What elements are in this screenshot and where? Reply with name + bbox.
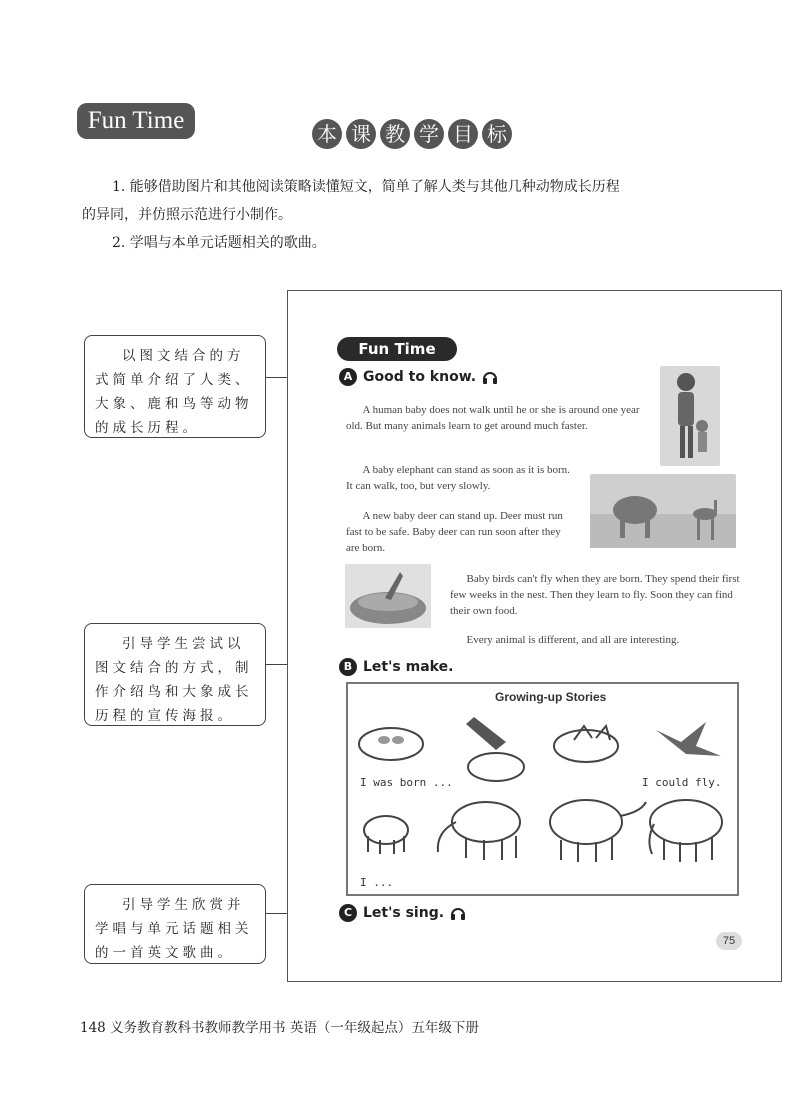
photo-child-walking: [660, 366, 720, 466]
paragraph-summary: Every animal is different, and all are interesting.: [466, 634, 680, 646]
section-title: Let's sing.: [363, 905, 445, 921]
caption-i: I ...: [360, 876, 394, 889]
section-letter: B: [339, 658, 357, 676]
photo-bird-nest: [345, 564, 431, 628]
goal-item-1-line-2: 的异同，并仿照示范进行小制作。: [82, 207, 292, 223]
goal-title-char: 目: [448, 119, 478, 149]
section-b-heading: [339, 658, 453, 676]
poster-title: Growing-up Stories: [495, 690, 607, 704]
caption-born: I was born ...: [360, 776, 453, 789]
photo-elephant-deer: [590, 474, 736, 548]
goal-title-char: 教: [380, 119, 410, 149]
poster-illustrations: [356, 712, 731, 872]
paragraph-elephant: A baby elephant can stand as soon as it is born. It can walk, too, but very slowly.: [346, 464, 570, 492]
goal-item-2: 2. 学唱与本单元话题相关的歌曲。: [112, 235, 326, 251]
paragraph-deer: A new baby deer can stand up. Deer must run fast to be safe. Baby deer can run soon after they are born.: [346, 510, 563, 554]
goal-item-1-line-1: 1. 能够借助图片和其他阅读策略读懂短文，简单了解人类与其他几种动物成长历程: [112, 179, 620, 195]
note-intro: 以图文结合的方式简单介绍了人类、大象、鹿和鸟等动物的成长历程。: [84, 335, 266, 438]
goal-title-char: 课: [346, 119, 376, 149]
nest-with-eggs: [359, 728, 423, 760]
goal-title: [312, 115, 512, 155]
headphones-icon: [450, 906, 466, 920]
section-title: Good to know.: [363, 369, 477, 385]
caption-fly: I could fly.: [642, 776, 722, 789]
note-make: 引导学生尝试以图文结合的方式，制作介绍鸟和大象成长历程的宣传海报。: [84, 623, 266, 726]
elephant-adult: [649, 800, 722, 862]
goal-title-char: 学: [414, 119, 444, 149]
section-a-heading: [339, 368, 498, 386]
flying-bird: [656, 722, 721, 756]
textbook-fun-time-badge: Fun Time: [337, 337, 457, 361]
section-letter: A: [339, 368, 357, 386]
textbook-page-number: 75: [716, 932, 742, 950]
fun-time-badge: Fun Time: [77, 103, 195, 139]
section-c-heading: [339, 904, 466, 922]
section-title: Let's make.: [363, 659, 454, 675]
paragraph-birds: Baby birds can't fly when they are born. They spend their first few weeks in the nest. Then they learn to fly. Soon they can find their own food.: [450, 573, 740, 617]
note-sing: 引导学生欣赏并学唱与单元话题相关的一首英文歌曲。: [84, 884, 266, 964]
page-footer: 148 义务教育教科书教师教学用书 英语（一年级起点）五年级下册: [80, 1020, 479, 1036]
goal-title-char: 标: [482, 119, 512, 149]
elephant-medium: [550, 800, 646, 862]
goal-title-char: 本: [312, 119, 342, 149]
nest-with-chicks: [554, 726, 618, 762]
elephant-baby: [364, 816, 408, 854]
elephant-small: [438, 802, 520, 860]
paragraph-human: A human baby does not walk until he or she is around one year old. But many animals learn to get around much faster.: [346, 404, 640, 432]
bird-feeding-nest: [466, 717, 524, 781]
headphones-icon: [482, 370, 498, 384]
section-letter: C: [339, 904, 357, 922]
